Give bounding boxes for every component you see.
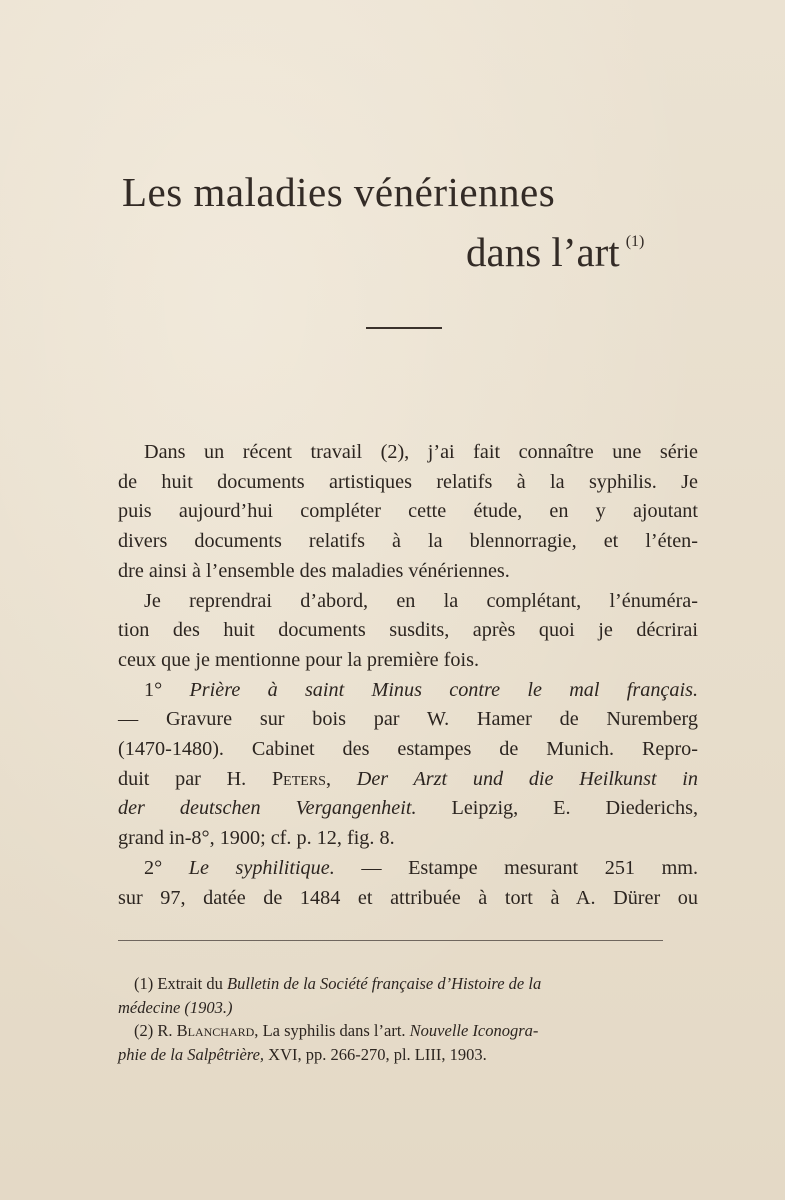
footnote-prefix: (1) Extrait du xyxy=(134,974,223,993)
journal-title: Bulletin de la Société française d’Histoire de la xyxy=(227,974,542,993)
author-name: Peters, xyxy=(271,767,332,790)
footnote-2 xyxy=(118,1019,698,1043)
text-span: Leipzig, E. Diederichs, xyxy=(451,797,699,820)
text-line: grand in-8°, 1900; cf. p. 12, fig. 8. xyxy=(118,827,395,850)
text-span: — Estampe mesurant 251 mm. xyxy=(361,856,699,879)
journal-title-continued: phie de la Salpêtrière, xyxy=(118,1044,265,1064)
author-name: Blanchard, xyxy=(176,1021,259,1040)
text-line: de huit documents artistiques relatifs à la syphilis. Je xyxy=(118,470,698,493)
text-line xyxy=(118,765,698,795)
list-item-2-line xyxy=(118,854,698,884)
item-number: 1° xyxy=(144,678,163,701)
list-item-1-line xyxy=(118,676,698,706)
text-line: tion des huit documents susdits, après quoi je décrirai xyxy=(118,619,698,642)
text-span: XVI, pp. 266-270, pl. LIII, 1903. xyxy=(268,1044,487,1064)
page-title: Les maladies vénériennes xyxy=(122,169,556,215)
footnote-1-continued xyxy=(118,996,698,1020)
text-line: Je reprendrai d’abord, en la complétant, l’énuméra- xyxy=(144,589,698,612)
footnote-2-continued xyxy=(118,1043,698,1067)
footnotes xyxy=(118,972,698,1066)
text-line: dre ainsi à l’ensemble des maladies vénériennes. xyxy=(118,559,510,582)
body-text xyxy=(118,438,698,913)
title-footnote-mark[interactable]: (1) xyxy=(625,233,645,250)
footnote-rule xyxy=(118,940,663,941)
text-line: Dans un récent travail (2), j’ai fait connaître une série xyxy=(144,441,698,463)
page-title-line2: dans l’art xyxy=(466,229,620,275)
text-line: — Gravure sur bois par W. Hamer de Nuremberg xyxy=(118,708,698,731)
footnote-1 xyxy=(118,972,698,996)
item-title: Prière à saint Minus contre le mal français. xyxy=(189,678,699,701)
journal-title: Nouvelle Iconogra- xyxy=(409,1021,539,1040)
text-line: (1470-1480). Cabinet des estampes de Munich. Repro- xyxy=(118,738,698,761)
book-title: Der Arzt und die Heilkunst in xyxy=(356,767,699,790)
footnote-prefix: (2) R. xyxy=(134,1021,173,1040)
book-title-continued: der deutschen Vergangenheit. xyxy=(118,797,417,820)
text-line: puis aujourd’hui compléter cette étude, en y ajoutant xyxy=(118,500,698,523)
text-line xyxy=(118,794,698,824)
title-rule xyxy=(366,327,442,329)
journal-title-continued: médecine xyxy=(118,997,181,1017)
text-line: sur 97, datée de 1484 et attribuée à tort à A. Dürer ou xyxy=(118,886,698,909)
text-line: divers documents relatifs à la blennorragie, et l’éten- xyxy=(118,530,698,553)
footnote-year: (1903.) xyxy=(184,997,233,1017)
item-title: Le syphilitique. xyxy=(188,856,335,879)
text-span: duit par H. xyxy=(118,767,247,790)
page-title-continued xyxy=(466,228,644,276)
text-line: ceux que je mentionne pour la première fois. xyxy=(118,648,479,671)
item-number: 2° xyxy=(144,856,163,879)
text-span: La syphilis dans l’art. xyxy=(262,1021,406,1040)
